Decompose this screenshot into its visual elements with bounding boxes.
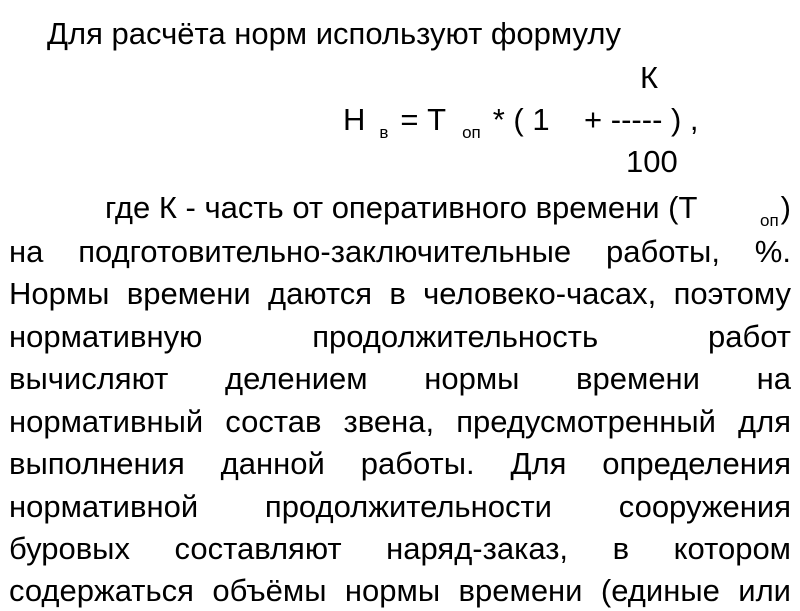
paragraph-line-1-text: где К - часть от оперативного времени (Т <box>105 190 698 225</box>
intro-line: Для расчёта норм используют формулу <box>47 16 621 51</box>
formula-t-subscript: оп <box>462 123 481 142</box>
paragraph-line-6: нормативный состав звена, предусмотренный для <box>9 404 791 439</box>
formula-rest: * ( 1 + ----- ) , <box>492 102 699 137</box>
paragraph-line-10: содержаться объёмы нормы времени (единые или <box>9 573 791 608</box>
paragraph-line-9: буровых составляют наряд-заказ, в котором <box>9 531 791 566</box>
paragraph-line-1 <box>105 188 791 233</box>
formula-equals: = Т <box>400 102 447 137</box>
formula-lhs: Н <box>343 102 366 137</box>
paragraph-line-3: Нормы времени даются в человеко-часах, поэтому <box>9 276 791 311</box>
formula-lhs-subscript: в <box>379 123 389 142</box>
paragraph-line-1-subscript: оп <box>760 211 779 230</box>
formula-denominator: 100 <box>626 144 678 179</box>
paragraph-line-2: на подготовительно-заключительные работы, %. <box>9 234 791 269</box>
formula-numerator: К <box>640 60 659 95</box>
paragraph-line-1-end: ) <box>780 190 791 225</box>
paragraph-line-5: вычисляют делением нормы времени на <box>9 361 791 396</box>
paragraph-line-8: нормативной продолжительности сооружения <box>9 489 791 524</box>
paragraph-line-7: выполнения данной работы. Для определения <box>9 446 791 481</box>
formula-line <box>343 100 699 145</box>
paragraph-line-4: нормативную продолжительность работ <box>9 319 791 354</box>
